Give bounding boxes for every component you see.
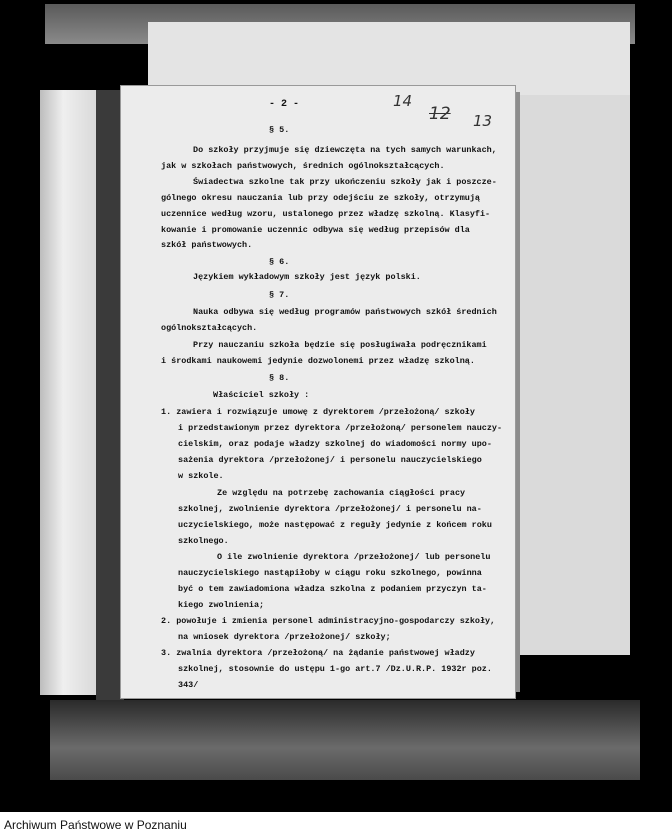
scan-bottom-shade [50, 700, 640, 780]
footer-bar [0, 812, 672, 840]
text-line: 1. zawiera i rozwiązuje umowę z dyrektorem /przełożoną/ szkoły [161, 407, 475, 417]
text-line: O ile zwolnienie dyrektora /przełożonej/ lub personelu [217, 552, 491, 562]
text-line: Przy nauczaniu szkoła będzie się posługiwała podręcznikami [193, 340, 487, 350]
text-line: nauczycielskiego nastąpiłoby w ciągu roku szkolnego, powinna [178, 568, 482, 578]
section-heading: § 6. [269, 257, 290, 267]
text-line: uczycielskiego, może następować z reguły jedynie z końcem roku [178, 520, 492, 530]
text-line: szkolnego. [178, 536, 229, 546]
handwritten-number: 14 [393, 92, 413, 110]
text-line: kowanie i promowanie uczennic odbywa się według przepisów dla [161, 225, 470, 235]
back-sheet-right [520, 95, 630, 655]
text-line: cielskim, oraz podaje władzy szkolnej do wiadomości normy upo- [178, 439, 492, 449]
text-line: Właściciel szkoły : [213, 390, 310, 400]
text-line: 3. zwalnia dyrektora /przełożoną/ na żądanie państwowej władzy [161, 648, 475, 658]
text-line: i środkami naukowemi jedynie dozwolonemi przez władzę szkolną. [161, 356, 475, 366]
page-number: - 2 - [269, 99, 300, 110]
text-line: sażenia dyrektora /przełożonej/ i personelu nauczycielskiego [178, 455, 482, 465]
text-line: i przedstawionym przez dyrektora /przełożoną/ personelem nauczy- [178, 423, 503, 433]
text-line: uczennice według wzoru, ustalonego przez władzę szkolną. Klasyfi- [161, 209, 491, 219]
text-line: gólnego okresu nauczania lub przy odejściu ze szkoły, otrzymują [161, 193, 480, 203]
section-heading: § 5. [269, 125, 290, 135]
document-page [121, 86, 515, 698]
text-line: kiego zwolnienia; [178, 600, 265, 610]
left-binding-shadow [96, 90, 124, 700]
text-line: ogólnokształcących. [161, 323, 258, 333]
handwritten-number-crossed: 12 [429, 104, 451, 124]
text-line: szkół państwowych. [161, 240, 253, 250]
text-line: Ze względu na potrzebę zachowania ciągłości pracy [217, 488, 466, 498]
text-line: jak w szkołach państwowych, średnich ogólnokształcących. [161, 161, 445, 171]
text-line: być o tem zawiadomiona władza szkolna z podaniem przyczyn ta- [178, 584, 487, 594]
text-line: 343/ [178, 680, 199, 690]
section-heading: § 8. [269, 373, 290, 383]
text-line: na wniosek dyrektora /przełożonej/ szkoły; [178, 632, 391, 642]
section-heading: § 7. [269, 290, 290, 300]
text-line: Językiem wykładowym szkoły jest język polski. [193, 272, 421, 282]
text-line: szkolnej, stosownie do ustępu 1-go art.7 /Dz.U.R.P. 1932r poz. [178, 664, 492, 674]
archive-name: Archiwum Państwowe w Poznaniu [4, 818, 187, 832]
text-line: Świadectwa szkolne tak przy ukończeniu szkoły jak i poszcze- [193, 177, 497, 187]
text-line: szkolnej, zwolnienie dyrektora /przełożonej/ i personelu na- [178, 504, 482, 514]
left-binding-roll [40, 90, 98, 695]
handwritten-number: 13 [473, 112, 493, 130]
text-line: Do szkoły przyjmuje się dziewczęta na tych samych warunkach, [193, 145, 497, 155]
text-line: Nauka odbywa się według programów państwowych szkół średnich [193, 307, 497, 317]
text-line: 2. powołuje i zmienia personel administracyjno-gospodarczy szkoły, [161, 616, 496, 626]
text-line: w szkole. [178, 471, 224, 481]
